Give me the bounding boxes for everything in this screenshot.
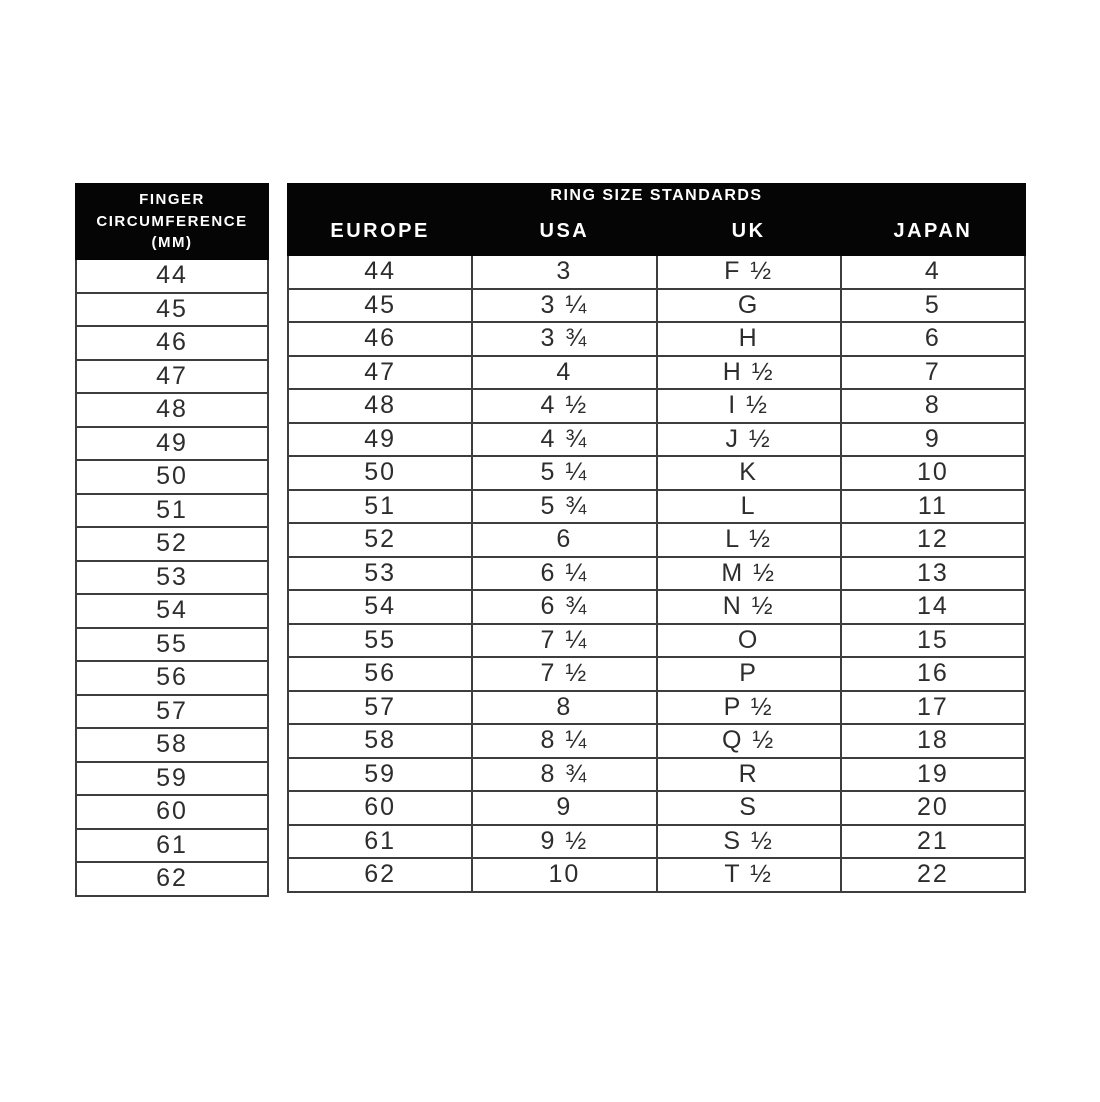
table-row (76, 628, 268, 662)
europe-cell: 54 (288, 590, 472, 624)
table-row (288, 423, 1025, 457)
uk-cell: S ½ (657, 825, 841, 859)
table-columns-row (288, 208, 1025, 255)
japan-cell: 8 (841, 389, 1025, 423)
japan-cell: 14 (841, 590, 1025, 624)
table-row (76, 829, 268, 863)
usa-cell: 4 (472, 356, 656, 390)
table-row (76, 561, 268, 595)
usa-cell: 4 ¾ (472, 423, 656, 457)
table-row (76, 494, 268, 528)
table-row (288, 322, 1025, 356)
finger-circumference-cell: 62 (76, 862, 268, 896)
uk-cell: S (657, 791, 841, 825)
table-row (76, 661, 268, 695)
europe-cell: 62 (288, 858, 472, 892)
japan-cell: 10 (841, 456, 1025, 490)
japan-cell: 22 (841, 858, 1025, 892)
usa-cell: 7 ¼ (472, 624, 656, 658)
usa-cell: 8 ¼ (472, 724, 656, 758)
table-row (288, 523, 1025, 557)
europe-cell: 60 (288, 791, 472, 825)
ring-size-standards-table (287, 183, 1026, 893)
usa-cell: 5 ¼ (472, 456, 656, 490)
table-row (76, 460, 268, 494)
uk-cell: R (657, 758, 841, 792)
usa-cell: 3 (472, 255, 656, 289)
ring-size-standards-header (288, 184, 1025, 255)
usa-cell: 10 (472, 858, 656, 892)
europe-cell: 48 (288, 389, 472, 423)
table-row (288, 791, 1025, 825)
table-row (76, 762, 268, 796)
table-row (76, 393, 268, 427)
finger-heading-line-2: CIRCUMFERENCE (96, 212, 248, 230)
usa-cell: 5 ¾ (472, 490, 656, 524)
uk-cell: M ½ (657, 557, 841, 591)
japan-cell: 4 (841, 255, 1025, 289)
column-header-usa: USA (472, 208, 656, 255)
usa-cell: 3 ¼ (472, 289, 656, 323)
japan-cell: 6 (841, 322, 1025, 356)
finger-circumference-cell: 59 (76, 762, 268, 796)
uk-cell: H (657, 322, 841, 356)
finger-circumference-cell: 51 (76, 494, 268, 528)
column-header-europe: EUROPE (288, 208, 472, 255)
usa-cell: 6 (472, 523, 656, 557)
usa-cell: 9 (472, 791, 656, 825)
table-row (288, 389, 1025, 423)
table-row (288, 590, 1025, 624)
table-row (76, 695, 268, 729)
table-row (288, 490, 1025, 524)
finger-circumference-cell: 61 (76, 829, 268, 863)
europe-cell: 52 (288, 523, 472, 557)
finger-circumference-cell: 48 (76, 393, 268, 427)
japan-cell: 21 (841, 825, 1025, 859)
uk-cell: P ½ (657, 691, 841, 725)
finger-heading-line-3: (MM) (151, 234, 193, 252)
uk-cell: K (657, 456, 841, 490)
table-row (288, 557, 1025, 591)
europe-cell: 47 (288, 356, 472, 390)
europe-cell: 45 (288, 289, 472, 323)
japan-cell: 16 (841, 657, 1025, 691)
usa-cell: 9 ½ (472, 825, 656, 859)
table-row (76, 728, 268, 762)
finger-circumference-cell: 57 (76, 695, 268, 729)
japan-cell: 11 (841, 490, 1025, 524)
uk-cell: N ½ (657, 590, 841, 624)
table-row (76, 527, 268, 561)
finger-circumference-cell: 47 (76, 360, 268, 394)
finger-circumference-cell: 44 (76, 259, 268, 293)
europe-cell: 61 (288, 825, 472, 859)
table-row (288, 724, 1025, 758)
table-row (76, 862, 268, 896)
table-header-row (76, 184, 268, 259)
table-row (288, 758, 1025, 792)
finger-circumference-cell: 52 (76, 527, 268, 561)
europe-cell: 46 (288, 322, 472, 356)
uk-cell: F ½ (657, 255, 841, 289)
finger-circumference-body (76, 259, 268, 896)
uk-cell: L (657, 490, 841, 524)
finger-circumference-cell: 54 (76, 594, 268, 628)
table-title-row (288, 184, 1025, 208)
europe-cell: 57 (288, 691, 472, 725)
japan-cell: 20 (841, 791, 1025, 825)
table-row (76, 293, 268, 327)
uk-cell: L ½ (657, 523, 841, 557)
table-row (288, 255, 1025, 289)
europe-cell: 55 (288, 624, 472, 658)
ring-size-standards-title: RING SIZE STANDARDS (288, 184, 1025, 208)
finger-heading-line-1: FINGER (139, 190, 205, 208)
column-header-japan: JAPAN (841, 208, 1025, 255)
table-row (76, 259, 268, 293)
finger-circumference-heading (76, 184, 268, 259)
uk-cell: T ½ (657, 858, 841, 892)
column-header-uk: UK (657, 208, 841, 255)
uk-cell: I ½ (657, 389, 841, 423)
finger-circumference-cell: 45 (76, 293, 268, 327)
europe-cell: 59 (288, 758, 472, 792)
usa-cell: 6 ¾ (472, 590, 656, 624)
table-row (288, 356, 1025, 390)
finger-circumference-cell: 56 (76, 661, 268, 695)
europe-cell: 51 (288, 490, 472, 524)
europe-cell: 44 (288, 255, 472, 289)
uk-cell: P (657, 657, 841, 691)
europe-cell: 56 (288, 657, 472, 691)
japan-cell: 13 (841, 557, 1025, 591)
finger-circumference-cell: 58 (76, 728, 268, 762)
usa-cell: 7 ½ (472, 657, 656, 691)
table-row (288, 456, 1025, 490)
japan-cell: 5 (841, 289, 1025, 323)
uk-cell: O (657, 624, 841, 658)
table-row (288, 657, 1025, 691)
usa-cell: 6 ¼ (472, 557, 656, 591)
table-row (76, 795, 268, 829)
japan-cell: 12 (841, 523, 1025, 557)
table-row (76, 326, 268, 360)
table-row (288, 691, 1025, 725)
uk-cell: J ½ (657, 423, 841, 457)
table-row (288, 858, 1025, 892)
finger-circumference-table (75, 183, 269, 897)
japan-cell: 9 (841, 423, 1025, 457)
europe-cell: 53 (288, 557, 472, 591)
europe-cell: 58 (288, 724, 472, 758)
finger-circumference-cell: 60 (76, 795, 268, 829)
finger-circumference-cell: 50 (76, 460, 268, 494)
japan-cell: 19 (841, 758, 1025, 792)
finger-circumference-cell: 46 (76, 326, 268, 360)
usa-cell: 8 ¾ (472, 758, 656, 792)
usa-cell: 8 (472, 691, 656, 725)
ring-size-standards-body (288, 255, 1025, 892)
uk-cell: G (657, 289, 841, 323)
uk-cell: Q ½ (657, 724, 841, 758)
europe-cell: 49 (288, 423, 472, 457)
table-row (76, 594, 268, 628)
table-row (288, 289, 1025, 323)
japan-cell: 17 (841, 691, 1025, 725)
table-row (76, 360, 268, 394)
japan-cell: 18 (841, 724, 1025, 758)
usa-cell: 4 ½ (472, 389, 656, 423)
europe-cell: 50 (288, 456, 472, 490)
table-row (76, 427, 268, 461)
table-row (288, 624, 1025, 658)
finger-circumference-cell: 49 (76, 427, 268, 461)
finger-circumference-cell: 55 (76, 628, 268, 662)
japan-cell: 15 (841, 624, 1025, 658)
uk-cell: H ½ (657, 356, 841, 390)
finger-circumference-header (76, 184, 268, 259)
table-row (288, 825, 1025, 859)
usa-cell: 3 ¾ (472, 322, 656, 356)
finger-circumference-cell: 53 (76, 561, 268, 595)
japan-cell: 7 (841, 356, 1025, 390)
